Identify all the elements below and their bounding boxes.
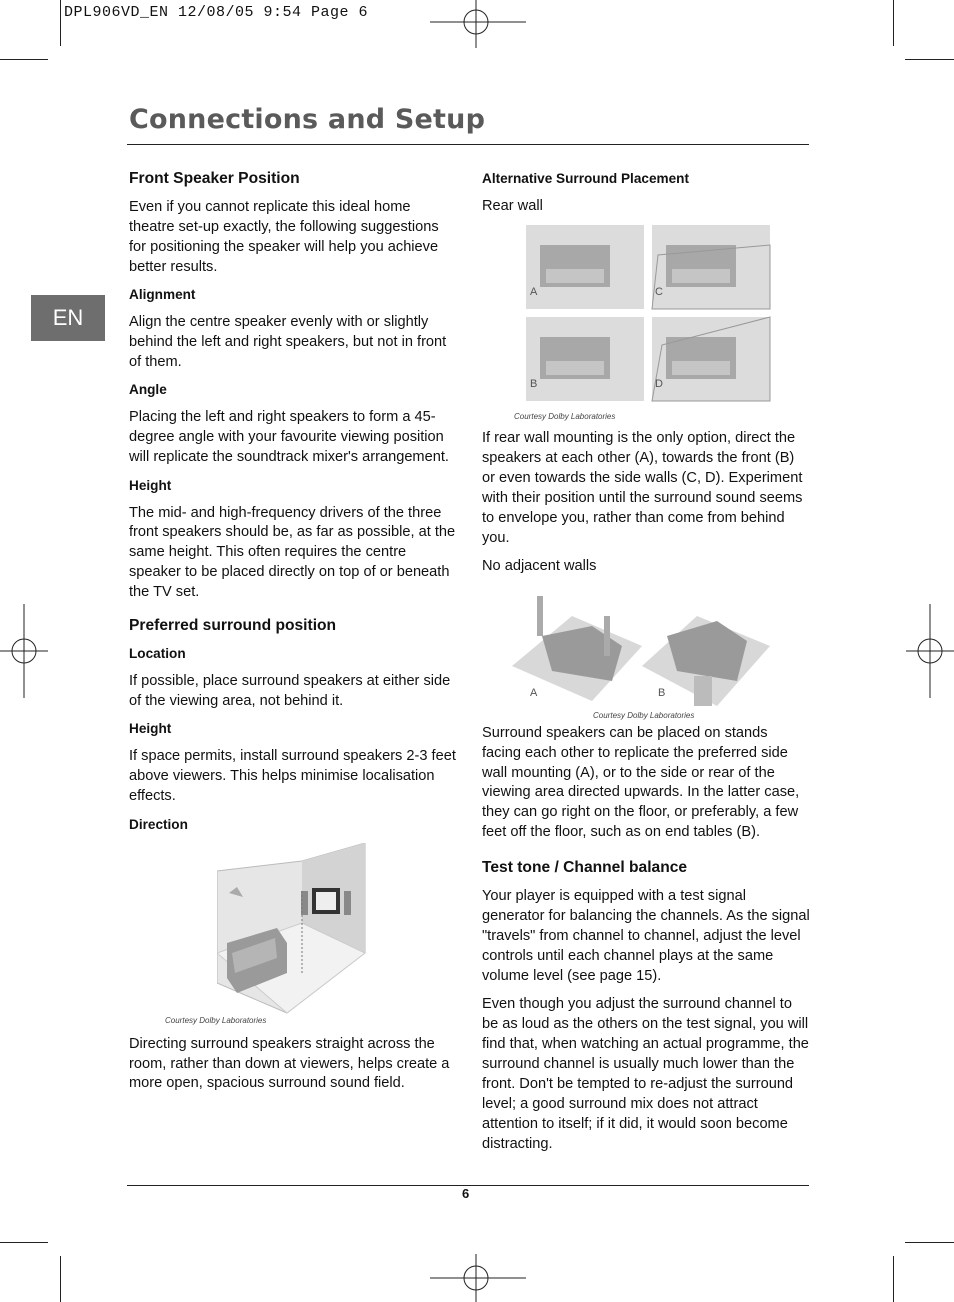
registration-mark-top	[430, 0, 526, 48]
fig1-label-c: C	[655, 286, 663, 299]
left-column	[129, 170, 459, 1103]
language-tab: EN	[31, 295, 105, 341]
print-slug: DPL906VD_EN 12/08/05 9:54 Page 6	[64, 4, 369, 21]
test-tone-text-1: Your player is equipped with a test signal generator for balancing the channels. As the signal "travels" from channel to channel, adjust the level controls until each channel plays at the same volume level (see page 15).	[482, 888, 810, 984]
fig2-caption: Courtesy Dolby Laboratories	[593, 710, 695, 720]
rear-wall-text: If rear wall mounting is the only option, direct the speakers at each other (A), towards the front (B) or even towards the side walls (C, D). Experiment with their position until the surround sound seems to envelope you, rather than come from behind you.	[482, 430, 803, 546]
fig1-label-d: D	[655, 378, 663, 391]
direction-caption: Courtesy Dolby Laboratories	[165, 1015, 267, 1025]
rear-wall-illustration	[512, 225, 774, 405]
stands-text: Surround speakers can be placed on stands facing each other to replicate the preferred side wall mounting (A), or to the side or rear of the viewing area directed upwards. In the latter case, they can go right on the floor, or preferably, a few feet off the floor, such as on end tables (B).	[482, 724, 800, 841]
location-heading: Location	[129, 646, 186, 662]
direction-figure	[129, 843, 459, 1029]
front-speaker-heading: Front Speaker Position	[129, 170, 300, 187]
surround-heading: Preferred surround position	[129, 617, 337, 635]
direction-heading: Direction	[129, 816, 188, 832]
angle-text: Placing the left and right speakers to form a 45-degree angle with your favourite viewing position will replicate the soundtrack mixer's arrangement.	[129, 409, 449, 466]
page-title: Connections and Setup	[129, 104, 486, 135]
crop-mark	[893, 1256, 894, 1302]
height-text: The mid- and high-frequency drivers of the three front speakers should be, as far as possible, at the same height. This often requires the centre speaker to be placed directly on top of or beneath the TV set.	[129, 504, 456, 601]
angle-heading: Angle	[129, 382, 167, 398]
front-speaker-text: Even if you cannot replicate this ideal home theatre set-up exactly, the following suggestions for positioning the speaker will help you achieve better results.	[129, 199, 439, 275]
crop-mark	[905, 1242, 954, 1243]
crop-mark	[893, 0, 894, 46]
registration-mark-bottom	[430, 1254, 526, 1302]
height2-heading: Height	[129, 721, 172, 737]
registration-mark-right	[906, 604, 954, 698]
fig1-caption: Courtesy Dolby Laboratories	[514, 412, 616, 422]
test-tone-heading: Test tone / Channel balance	[482, 859, 688, 877]
rear-wall-label: Rear wall	[482, 198, 543, 214]
crop-mark	[0, 59, 48, 60]
right-column	[482, 170, 810, 1163]
alt-surround-heading: Alternative Surround Placement	[482, 171, 689, 186]
fig2-label-a: A	[530, 686, 538, 699]
fig2-label-b: B	[658, 686, 666, 699]
title-rule	[127, 144, 809, 145]
no-walls-illustration	[512, 586, 774, 716]
fig1-label-b: B	[530, 378, 538, 391]
direction-text: Directing surround speakers straight across the room, rather than down at viewers, helps create a more open, spacious surround sound field.	[129, 1035, 450, 1092]
rear-wall-figure	[482, 225, 810, 421]
crop-mark	[60, 1256, 61, 1302]
room-illustration	[217, 843, 367, 1021]
page-number: 6	[462, 1186, 470, 1201]
registration-mark-left	[0, 604, 48, 698]
no-walls-label: No adjacent walls	[482, 558, 597, 575]
height2-text: If space permits, install surround speakers 2-3 feet above viewers. This helps minimise localisation effects.	[129, 748, 456, 805]
alignment-heading: Alignment	[129, 287, 196, 303]
crop-mark	[0, 1242, 48, 1243]
crop-mark	[905, 59, 954, 60]
no-walls-figure	[482, 586, 810, 718]
alignment-text: Align the centre speaker evenly with or slightly behind the left and right speakers, but not in front of them.	[129, 314, 447, 370]
crop-mark	[60, 0, 61, 46]
height-heading: Height	[129, 477, 172, 493]
fig1-label-a: A	[530, 286, 538, 299]
test-tone-text-2: Even though you adjust the surround channel to be as loud as the others on the test signal, you will find that, when watching an actual programme, the surround channel is usually much lower than the front. Don't be tempted to re-adjust the surround level; a good surround mix does not attract attention to itself; if it did, it would soon become distracting.	[482, 996, 809, 1152]
location-text: If possible, place surround speakers at either side of the viewing area, not behind it.	[129, 673, 451, 709]
